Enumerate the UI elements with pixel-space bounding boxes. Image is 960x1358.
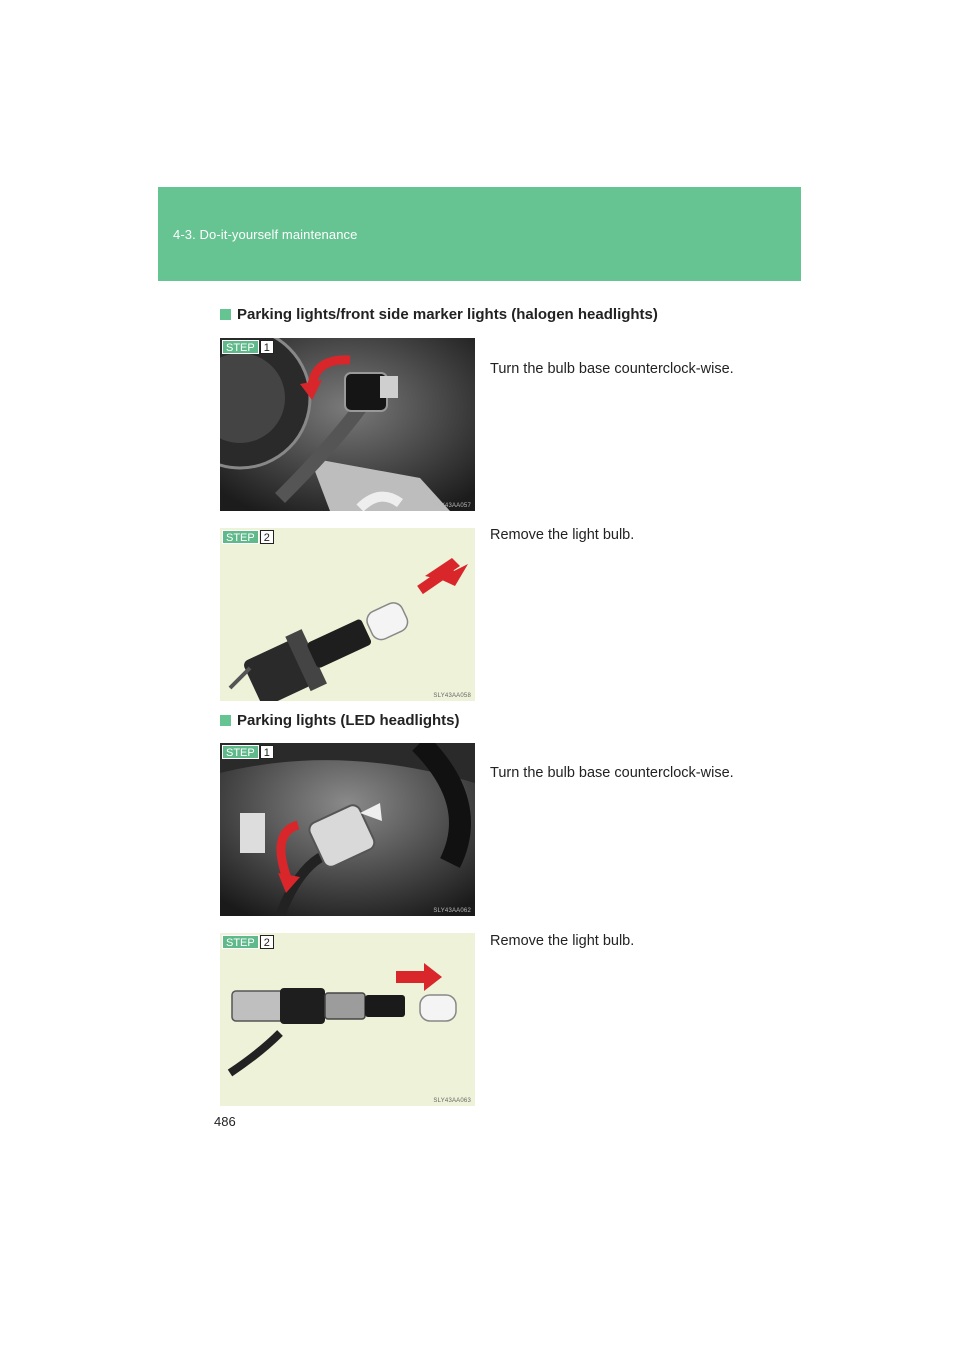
figure-halogen-step-2 (220, 528, 475, 701)
photo-bulb-base-twist (220, 743, 475, 916)
illustration-remove-bulb (220, 528, 475, 701)
step-description: Turn the bulb base counterclock-wise. (490, 361, 734, 377)
bullet-square-icon (220, 715, 231, 726)
step-badge: STEP 1 (222, 340, 274, 354)
breadcrumb: 4-3. Do-it-yourself maintenance (173, 227, 358, 242)
figure-code: SLY43AA057 (433, 503, 471, 509)
figure-led-step-1 (220, 743, 475, 916)
section-header-band (158, 187, 801, 281)
step-description: Turn the bulb base counterclock-wise. (490, 765, 734, 781)
photo-bulb-base-twist (220, 338, 475, 511)
section-title-led (220, 712, 460, 729)
section-title-text: Parking lights/front side marker lights (halogen headlights) (237, 306, 658, 323)
page-number: 486 (214, 1114, 236, 1129)
bullet-square-icon (220, 309, 231, 320)
figure-led-step-2 (220, 933, 475, 1106)
step-badge: STEP 2 (222, 530, 274, 544)
section-title-text: Parking lights (LED headlights) (237, 712, 460, 729)
figure-code: SLY43AA062 (433, 908, 471, 914)
figure-code: SLY43AA058 (433, 693, 471, 699)
step-badge: STEP 1 (222, 745, 274, 759)
step-description: Remove the light bulb. (490, 933, 635, 949)
step-badge: STEP 2 (222, 935, 274, 949)
step-description: Remove the light bulb. (490, 527, 635, 543)
illustration-remove-bulb (220, 933, 475, 1106)
section-title-halogen (220, 306, 658, 323)
figure-halogen-step-1 (220, 338, 475, 511)
figure-code: SLY43AA063 (433, 1098, 471, 1104)
